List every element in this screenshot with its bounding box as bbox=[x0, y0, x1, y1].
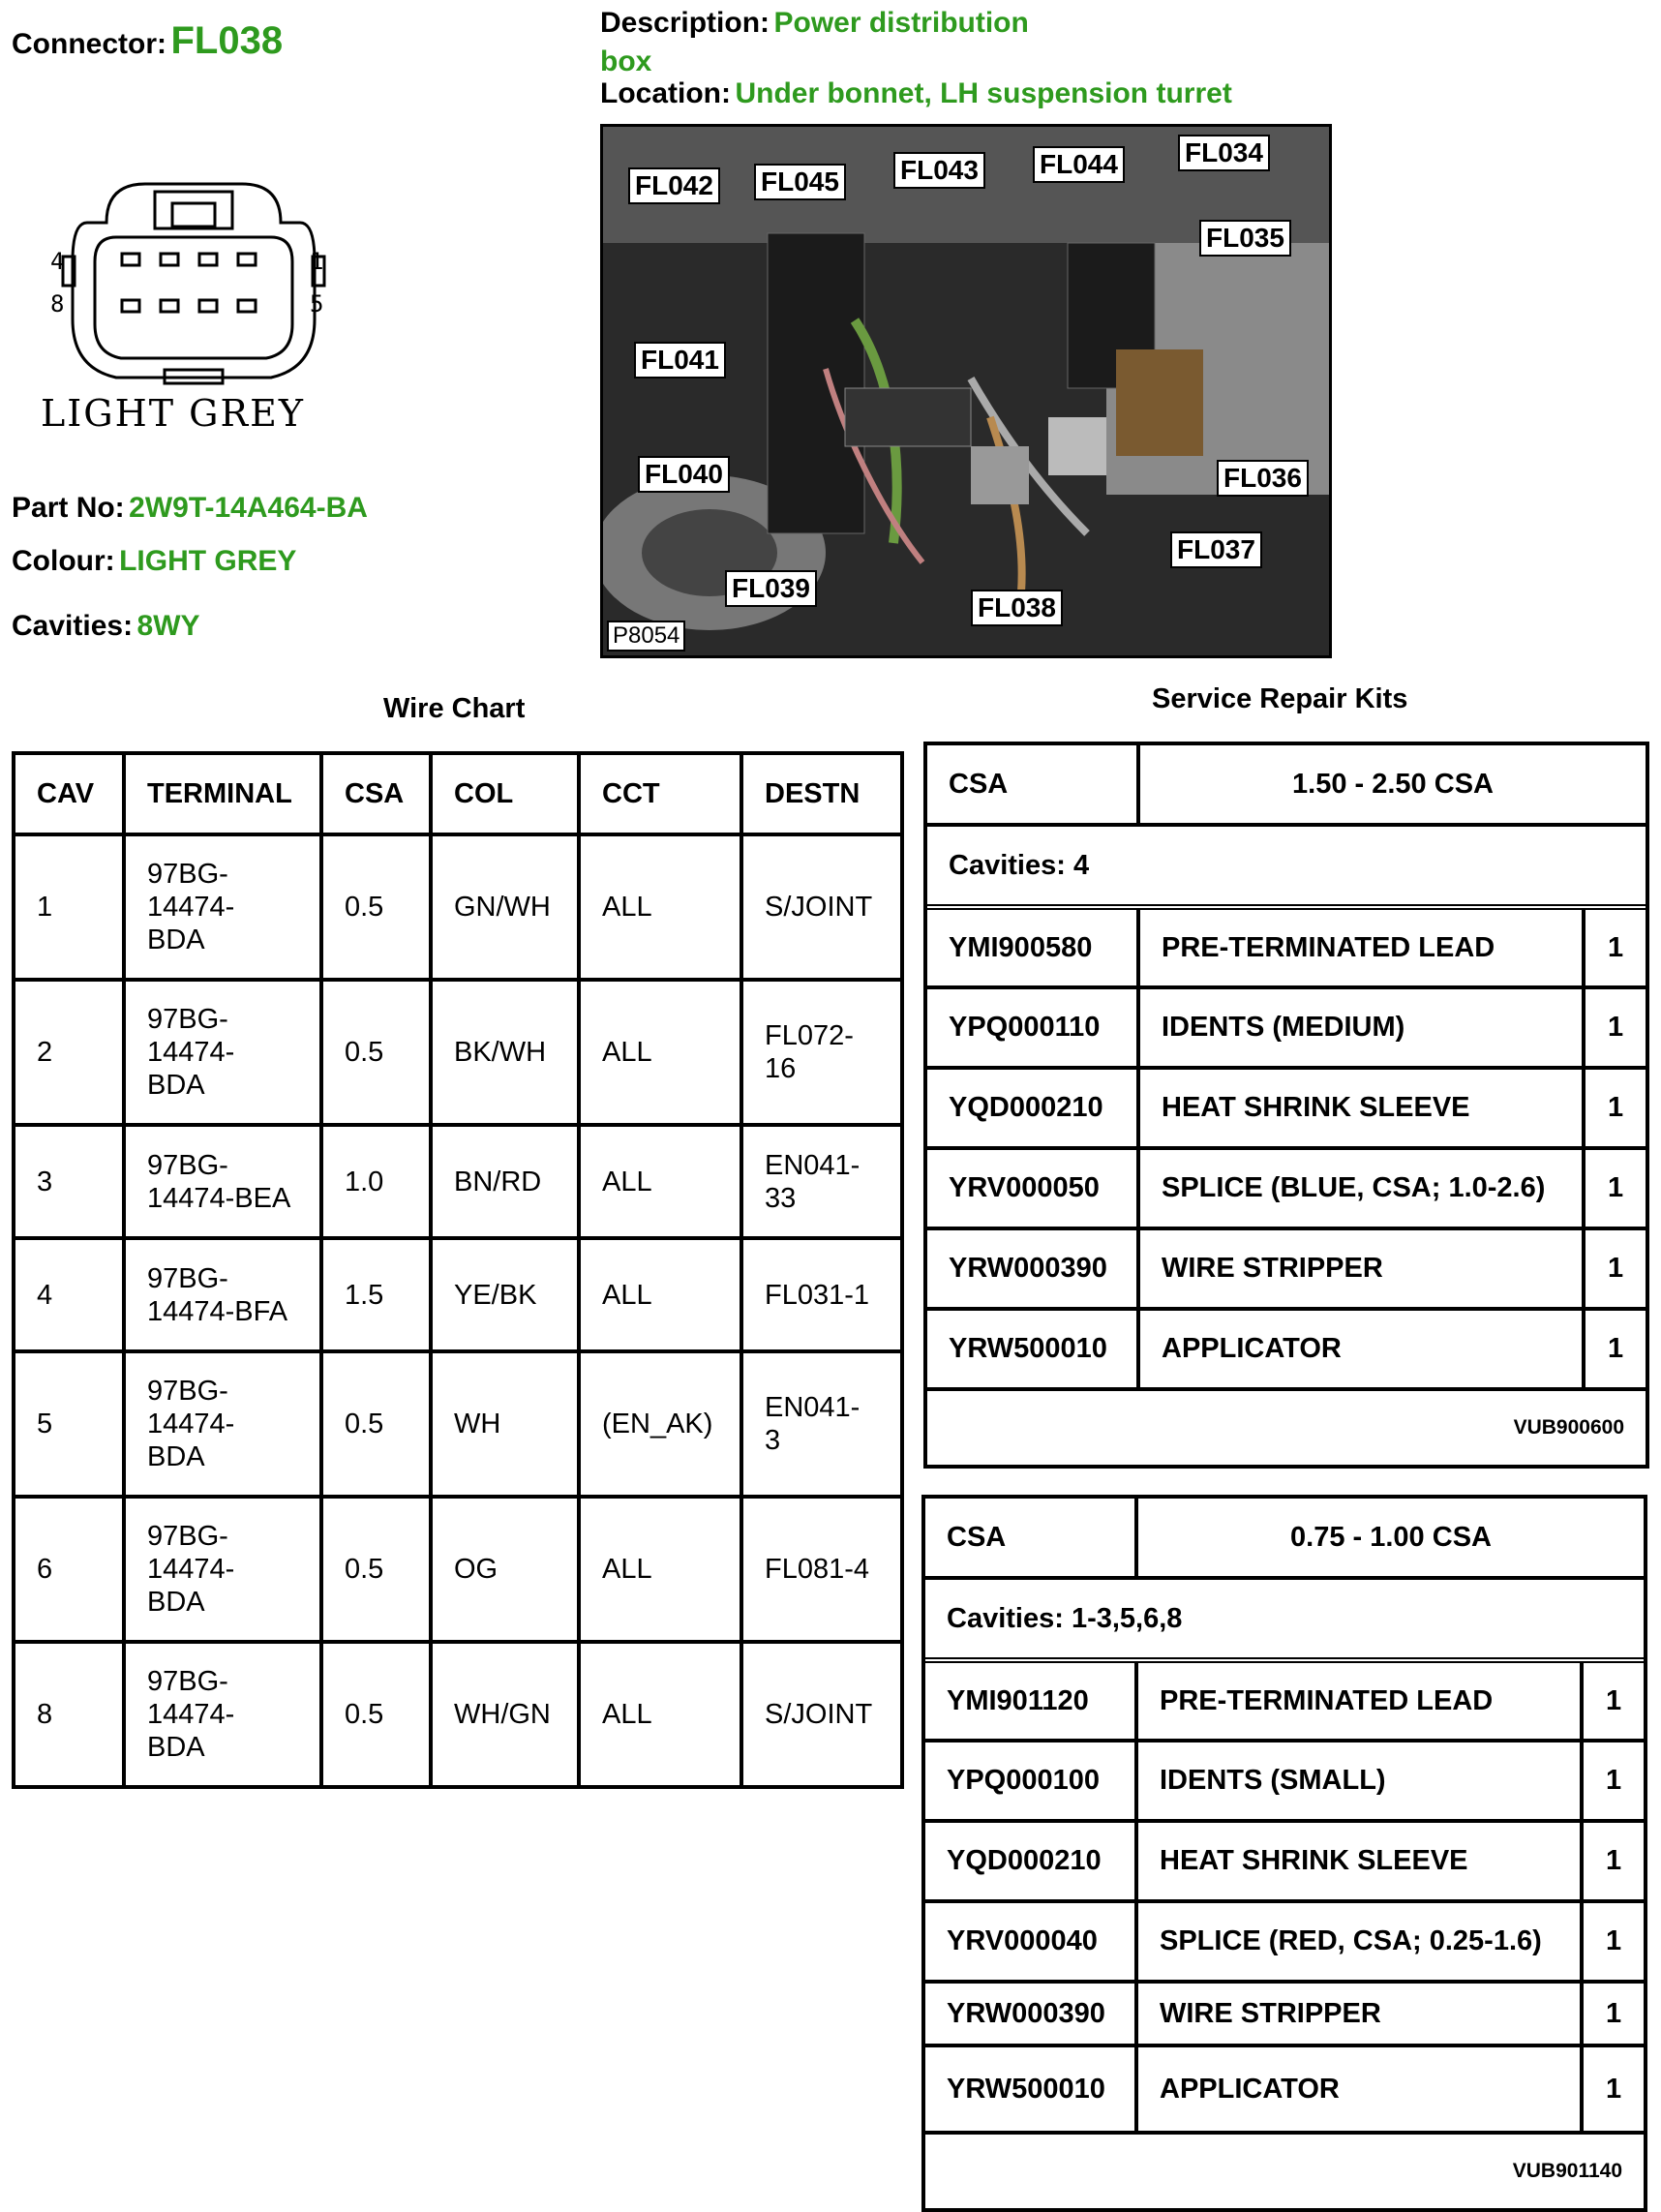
part-value: 2W9T-14A464-BA bbox=[129, 492, 368, 524]
table-row bbox=[14, 1497, 902, 1642]
cell-terminal: 97BG- 14474- BDA bbox=[124, 834, 321, 980]
cell-csa: 1.0 bbox=[321, 1125, 431, 1238]
part-label: Part No: bbox=[12, 492, 125, 524]
cell-destn: S/JOINT bbox=[741, 834, 902, 980]
connector-outline-icon bbox=[39, 165, 348, 397]
kit-item-qty: 1 bbox=[1582, 1741, 1644, 1821]
kit-item-row bbox=[925, 1821, 1644, 1901]
kit-item-desc: PRE-TERMINATED LEAD bbox=[1136, 1660, 1582, 1741]
col-header-cav: CAV bbox=[14, 753, 124, 834]
table-row bbox=[14, 1238, 902, 1351]
kit-item-code: YRV000050 bbox=[927, 1148, 1138, 1228]
kit-item-desc: SPLICE (BLUE, CSA; 1.0-2.6) bbox=[1138, 1148, 1584, 1228]
cell-cct: ALL bbox=[579, 1497, 741, 1642]
kit-item-code: YPQ000110 bbox=[927, 987, 1138, 1068]
callout-fl042: FL042 bbox=[628, 167, 720, 204]
pin-label-bottom-right: 5 bbox=[310, 290, 324, 318]
kit-item-row bbox=[927, 1068, 1646, 1148]
cell-terminal: 97BG- 14474- BDA bbox=[124, 980, 321, 1125]
kit-item-code: YQD000210 bbox=[927, 1068, 1138, 1148]
cell-destn: FL031-1 bbox=[741, 1238, 902, 1351]
cell-terminal: 97BG- 14474- BDA bbox=[124, 1497, 321, 1642]
cell-terminal: 97BG- 14474-BFA bbox=[124, 1238, 321, 1351]
kit-item-row bbox=[925, 1741, 1644, 1821]
callout-fl043: FL043 bbox=[893, 152, 985, 189]
description-value-line1: Power distribution bbox=[773, 7, 1029, 39]
cavities-line bbox=[12, 610, 200, 643]
cell-col: WH bbox=[431, 1351, 579, 1497]
kit-item-desc: PRE-TERMINATED LEAD bbox=[1138, 907, 1584, 987]
cell-destn: S/JOINT bbox=[741, 1642, 902, 1787]
kit-item-qty: 1 bbox=[1584, 1148, 1646, 1228]
kit-csa-label: CSA bbox=[927, 745, 1138, 825]
engine-bay-image bbox=[603, 127, 1329, 655]
cell-cct: ALL bbox=[579, 980, 741, 1125]
callout-fl045: FL045 bbox=[754, 164, 846, 200]
kit-item-code: YQD000210 bbox=[925, 1821, 1136, 1901]
cell-destn: EN041- 3 bbox=[741, 1351, 902, 1497]
kit-item-code: YRW500010 bbox=[927, 1309, 1138, 1389]
kit-csa-value: 0.75 - 1.00 CSA bbox=[1136, 1499, 1644, 1578]
cell-col: WH/GN bbox=[431, 1642, 579, 1787]
cell-cav: 1 bbox=[14, 834, 124, 980]
cell-destn: FL081-4 bbox=[741, 1497, 902, 1642]
col-header-destn: DESTN bbox=[741, 753, 902, 834]
kit-item-qty: 1 bbox=[1582, 1901, 1644, 1982]
kit-item-code: YRW000390 bbox=[925, 1982, 1136, 2045]
table-row bbox=[14, 1125, 902, 1238]
connector-value: FL038 bbox=[170, 19, 284, 62]
cell-cct: ALL bbox=[579, 1642, 741, 1787]
cell-cct: ALL bbox=[579, 1238, 741, 1351]
location-value: Under bonnet, LH suspension turret bbox=[735, 77, 1232, 109]
pin-label-top-right: 1 bbox=[310, 248, 324, 275]
cell-col: YE/BK bbox=[431, 1238, 579, 1351]
cell-cct: ALL bbox=[579, 834, 741, 980]
cell-cav: 6 bbox=[14, 1497, 124, 1642]
callout-fl039: FL039 bbox=[725, 570, 817, 607]
kit-item-desc: APPLICATOR bbox=[1138, 1309, 1584, 1389]
cell-cav: 5 bbox=[14, 1351, 124, 1497]
colour-value: LIGHT GREY bbox=[119, 545, 297, 577]
kit-item-qty: 1 bbox=[1584, 1228, 1646, 1309]
cell-col: OG bbox=[431, 1497, 579, 1642]
pin-label-bottom-left: 8 bbox=[50, 290, 65, 318]
col-header-csa: CSA bbox=[321, 753, 431, 834]
kit-item-row bbox=[925, 2045, 1644, 2133]
table-row bbox=[14, 834, 902, 980]
kit-item-desc: HEAT SHRINK SLEEVE bbox=[1136, 1821, 1582, 1901]
connector-label: Connector: bbox=[12, 28, 166, 60]
callout-fl037: FL037 bbox=[1170, 531, 1262, 568]
cell-destn: EN041- 33 bbox=[741, 1125, 902, 1238]
wire-chart-title: Wire Chart bbox=[383, 693, 526, 724]
callout-fl044: FL044 bbox=[1033, 146, 1125, 183]
callout-fl035: FL035 bbox=[1199, 220, 1291, 257]
table-row bbox=[14, 1642, 902, 1787]
location-line bbox=[600, 77, 1232, 110]
callout-fl034: FL034 bbox=[1178, 135, 1270, 171]
kit-item-qty: 1 bbox=[1584, 907, 1646, 987]
kit-item-desc: WIRE STRIPPER bbox=[1136, 1982, 1582, 2045]
kit-item-row bbox=[927, 987, 1646, 1068]
kit-code: VUB900600 bbox=[1513, 1416, 1625, 1439]
cavities-label: Cavities: bbox=[12, 610, 134, 642]
kit-item-desc: HEAT SHRINK SLEEVE bbox=[1138, 1068, 1584, 1148]
kit-item-code: YPQ000100 bbox=[925, 1741, 1136, 1821]
col-header-cct: CCT bbox=[579, 753, 741, 834]
cell-terminal: 97BG- 14474-BEA bbox=[124, 1125, 321, 1238]
kit-item-desc: IDENTS (MEDIUM) bbox=[1138, 987, 1584, 1068]
cell-col: BN/RD bbox=[431, 1125, 579, 1238]
kit-item-row bbox=[927, 907, 1646, 987]
cell-col: BK/WH bbox=[431, 980, 579, 1125]
description-label: Description: bbox=[600, 7, 770, 39]
cell-cav: 3 bbox=[14, 1125, 124, 1238]
cell-cav: 4 bbox=[14, 1238, 124, 1351]
cell-csa: 0.5 bbox=[321, 1351, 431, 1497]
wire-chart-table bbox=[12, 751, 904, 1789]
cell-cct: ALL bbox=[579, 1125, 741, 1238]
kit-item-qty: 1 bbox=[1582, 1982, 1644, 2045]
table-row bbox=[14, 1351, 902, 1497]
cell-cav: 8 bbox=[14, 1642, 124, 1787]
kit-item-desc: APPLICATOR bbox=[1136, 2045, 1582, 2133]
table-row bbox=[14, 980, 902, 1125]
cell-csa: 0.5 bbox=[321, 1497, 431, 1642]
cell-csa: 0.5 bbox=[321, 834, 431, 980]
callout-fl038: FL038 bbox=[971, 590, 1063, 626]
repair-kit-2 bbox=[921, 1495, 1647, 2212]
kit-item-code: YRW000390 bbox=[927, 1228, 1138, 1309]
callout-fl040: FL040 bbox=[638, 456, 730, 493]
callout-fl036: FL036 bbox=[1217, 460, 1309, 497]
col-header-col: COL bbox=[431, 753, 579, 834]
cavities-value: 8WY bbox=[136, 610, 200, 642]
kit-item-qty: 1 bbox=[1582, 2045, 1644, 2133]
kit-cavities-row bbox=[927, 825, 1646, 907]
kit-item-qty: 1 bbox=[1584, 1309, 1646, 1389]
kit-csa-value: 1.50 - 2.50 CSA bbox=[1138, 745, 1646, 825]
kit-item-row bbox=[927, 1309, 1646, 1389]
kit-item-desc: WIRE STRIPPER bbox=[1138, 1228, 1584, 1309]
location-photo bbox=[600, 124, 1332, 658]
part-line bbox=[12, 492, 368, 525]
cell-cct: (EN_AK) bbox=[579, 1351, 741, 1497]
col-header-terminal: TERMINAL bbox=[124, 753, 321, 834]
kit-item-code: YMI900580 bbox=[927, 907, 1138, 987]
kit-item-qty: 1 bbox=[1584, 1068, 1646, 1148]
cell-terminal: 97BG- 14474- BDA bbox=[124, 1351, 321, 1497]
kit-item-qty: 1 bbox=[1584, 987, 1646, 1068]
connector-heading bbox=[12, 19, 283, 63]
kit-code-row bbox=[927, 1389, 1646, 1465]
kit-item-row bbox=[925, 1982, 1644, 2045]
connector-colour-text: LIGHT GREY bbox=[41, 392, 305, 435]
kit-csa-row bbox=[927, 745, 1646, 825]
kit-item-row bbox=[925, 1660, 1644, 1741]
kit-csa-label: CSA bbox=[925, 1499, 1136, 1578]
cell-cav: 2 bbox=[14, 980, 124, 1125]
cell-terminal: 97BG- 14474- BDA bbox=[124, 1642, 321, 1787]
description-block bbox=[600, 6, 1029, 83]
kit-csa-row bbox=[925, 1499, 1644, 1578]
colour-label: Colour: bbox=[12, 545, 115, 577]
pin-label-top-left: 4 bbox=[50, 248, 65, 275]
service-repair-kits-title: Service Repair Kits bbox=[1152, 683, 1408, 714]
colour-line bbox=[12, 545, 296, 578]
callout-fl041: FL041 bbox=[634, 342, 726, 379]
kit-item-desc: SPLICE (RED, CSA; 0.25-1.6) bbox=[1136, 1901, 1582, 1982]
cell-csa: 0.5 bbox=[321, 980, 431, 1125]
location-label: Location: bbox=[600, 77, 731, 109]
cell-col: GN/WH bbox=[431, 834, 579, 980]
kit-item-qty: 1 bbox=[1582, 1821, 1644, 1901]
kit-item-code: YRW500010 bbox=[925, 2045, 1136, 2133]
kit-cavities-row bbox=[925, 1578, 1644, 1660]
wire-chart-header-row bbox=[14, 753, 902, 834]
kit-item-code: YMI901120 bbox=[925, 1660, 1136, 1741]
kit-item-desc: IDENTS (SMALL) bbox=[1136, 1741, 1582, 1821]
kit-item-code: YRV000040 bbox=[925, 1901, 1136, 1982]
kit-code-row bbox=[925, 2133, 1644, 2208]
kit-item-row bbox=[927, 1148, 1646, 1228]
cell-csa: 1.5 bbox=[321, 1238, 431, 1351]
cell-csa: 0.5 bbox=[321, 1642, 431, 1787]
photo-id-label: P8054 bbox=[607, 621, 685, 651]
kit-cavities: Cavities: 4 bbox=[927, 825, 1646, 907]
kit-item-row bbox=[927, 1228, 1646, 1309]
kit-code: VUB901140 bbox=[1512, 2160, 1623, 2182]
kit-cavities: Cavities: 1-3,5,6,8 bbox=[925, 1578, 1644, 1660]
repair-kit-1 bbox=[923, 742, 1649, 1469]
description-value-line2: box bbox=[600, 45, 652, 77]
kit-item-qty: 1 bbox=[1582, 1660, 1644, 1741]
cell-destn: FL072- 16 bbox=[741, 980, 902, 1125]
kit-item-row bbox=[925, 1901, 1644, 1982]
